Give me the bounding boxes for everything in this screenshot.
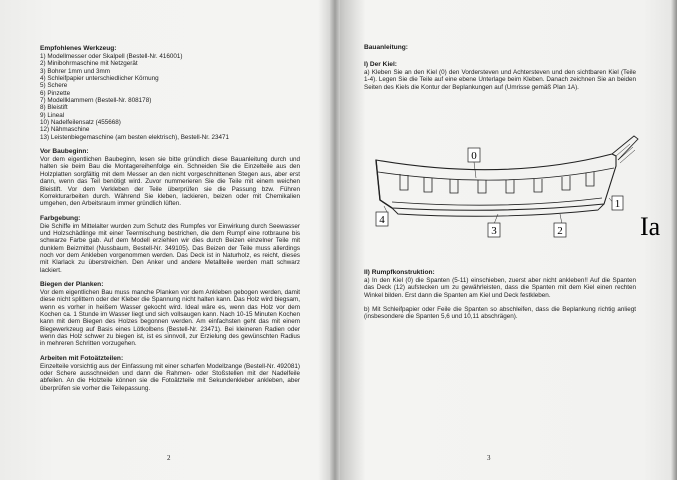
stern-post [376, 160, 392, 208]
list-item: 3) Bohrer 1mm und 3mm [40, 67, 110, 75]
paragraph-rumpf-a: a) In den Kiel (0) die Spanten (5-11) einschieben, zuerst aber nicht ankleben!! Auf die Spanten das Deck (12) aufstecken um zu gewährleisten, dass die Spanten mit dem Kiel einen rechten Winkel bilden. Erst dann die Spanten am Kiel und Deck festkleben. [364, 277, 636, 299]
stem-hatch [616, 144, 635, 163]
list-item: 9) Lineal [40, 111, 65, 119]
part-label-2 [554, 223, 566, 237]
part-number-2: 2 [557, 225, 563, 237]
paragraph-planken: Vor dem eigentlichen Bau muss manche Planken vor dem Ankleben gebogen werden, damit diese nicht splittern oder der Kleber die Spannung nicht halten kann. Das Holz wird biegsam, wenn es vorher in heißem Wasser gekocht wird. Ideal wäre es, wenn das Holz vor dem Kochen ca. 1 Stunde im Wasser liegt und sich vollsaugen kann. Nach 10-15 Minuten Kochen kann mit dem Biegen des Holzes begonnen werden. Am einfachsten geht das mit einem Biegewerkzeug auf Basis eines Lötkolbens (Bestell-Nr. 23471). Bei kleineren Radien oder wenn das Holz schwer zu biegen ist, ist es sinnvoll, zur Erzielung des gewünschten Radius in mehreren Schritten vorzugehen. [40, 288, 300, 348]
part-label-4 [376, 212, 388, 226]
section-rumpfkonstruktion [364, 269, 636, 321]
section-werkzeug [40, 45, 300, 141]
page-number-left: 2 [167, 454, 171, 462]
section-kiel [364, 61, 636, 91]
heading-kiel: I) Der Kiel: [364, 61, 397, 68]
paragraph-kiel: a) Kleben Sie an den Kiel (0) den Vordersteven und Achtersteven und den sichtbaren Kiel (Teile 1-4). Legen Sie die Teile auf eine ebene Unterlage beim Kleben. Danach zeichnen Sie an beiden Seiten des Kiels die Kontur der Beplankungen auf (Umrisse gemäß Plan 1A). [364, 69, 636, 91]
part-label-0 [468, 148, 480, 162]
book-binding [330, 0, 340, 480]
list-item: 8) Bleistift [40, 104, 68, 112]
list-item: 1) Modellmesser oder Skalpell (Bestell-Nr. 416001) [40, 53, 183, 60]
part-number-3: 3 [491, 225, 497, 237]
part-label-1 [612, 196, 623, 210]
page-edge-shadow [671, 0, 677, 480]
heading-fotoaetzteile: Arbeiten mit Fotoätzteilen: [40, 354, 124, 362]
heading-werkzeug: Empfohlenes Werkzeug: [40, 45, 117, 52]
list-item: 10) Nadelfeilensatz (455668) [40, 119, 121, 127]
list-item: 5) Schere [40, 82, 68, 90]
list-item: 7) Modellklammern (Bestell-Nr. 808178) [40, 97, 152, 105]
heading-vor-baubeginn: Vor Baubeginn: [40, 148, 89, 156]
part-number-4: 4 [379, 214, 385, 226]
keel-outline [376, 154, 616, 210]
heading-planken: Biegen der Planken: [40, 280, 104, 288]
section-planken [40, 281, 300, 348]
section-farbgebung [40, 215, 300, 274]
heading-farbgebung: Farbgebung: [40, 214, 81, 222]
frame-slots [400, 172, 594, 193]
paragraph-fotoaetzteile: Einzelteile vorsichtig aus der Einfassung mit einer scharfen Modellzange (Bestell-Nr. 492081) oder Schere ausschneiden und dann die Rahmen- oder Stoßstellen mit der Nadelfeile abfeilen. An die Holzteile können sie die Fotoätzteile mit Sekundenkleber ankleben, aber überprüfen sie vorher die Teilepassung. [40, 362, 300, 392]
list-item: 4) Schleifpapier unterschiedlicher Körnung [40, 75, 159, 83]
list-item: 2) Minibohrmaschine mit Netzgerät [40, 60, 138, 68]
page-number-right: 3 [487, 454, 491, 462]
section-fotoaetzteile [40, 355, 300, 392]
keel-diagram [354, 130, 674, 250]
list-item: 13) Leistenbiegemaschine (am besten elektrisch), Bestell-Nr. 23471 [40, 133, 230, 141]
keel-diagram-svg [354, 130, 674, 250]
heading-bauanleitung: Bauanleitung: [364, 44, 408, 51]
heading-rumpfkonstruktion: II) Rumpfkonstruktion: [364, 269, 435, 277]
paragraph-rumpf-b: b) Mit Schleifpapier oder Feile die Spanten so abschleifen, dass die Beplankung richtig anliegt (insbesondere die Spanten 5,6 und 10,11 abschrägen). [364, 306, 636, 321]
part-number-0: 0 [471, 150, 477, 162]
plan-label: Ia [640, 212, 661, 241]
right-page [340, 0, 677, 480]
paragraph-farbgebung: Die Schiffe im Mittelalter wurden zum Schutz des Rumpfes vor Einwirkung durch Seewasser und Holzschädlinge mit einer Teermischung bestrichen, die dem Rumpf eine rotbraune bis schwarze Farbe gab. Auf dem Modell erziehlen wir dies durch Beizen einzelner Teile mit dunklem Beizmittel (Nussbaum, Bestell-Nr. 349105). Das Beizen der Teile muss allerdings noch vor dem Ankleben vorgenommen werden. Das Deck ist in Naturholz, es reicht, dieses mit Klarlack zu überstreichen. Den Anker und andere Metallteile werden matt schwarz lackiert. [40, 222, 300, 274]
left-page [0, 0, 330, 480]
tool-list [40, 53, 300, 141]
part-label-3 [488, 223, 500, 237]
keel-bottom-line [392, 198, 602, 205]
list-item: 6) Pinzette [40, 89, 71, 97]
left-page-content [40, 45, 300, 392]
list-item: 12) Nähmaschine [40, 126, 90, 134]
part-number-1: 1 [614, 198, 621, 210]
section-vor-baubeginn [40, 148, 300, 207]
paragraph-vor-baubeginn: Vor dem eigentlichen Baubeginn, lesen sie bitte gründlich diese Bauanleitung durch und halten sie beim Bau die Montagereihenfolge ein. Schneiden Sie die Einzelteile aus den Holzplatten sorgfältig mit dem Messer an den nicht vorgeschnittenen Stegen aus, aber erst dann, wenn das Teil benötigt wird. Zuvor nummerieren Sie die Teile mit einem weichen Bleistift. Vor dem Verkleben der Teile überprüfen sie die Passung bzw. Führen Korrekturarbeiten durch. Während Sie kleben, lackieren, beizen oder mit Chemikalien umgehen, den Arbeitsraum immer gründlich lüften. [40, 156, 300, 208]
